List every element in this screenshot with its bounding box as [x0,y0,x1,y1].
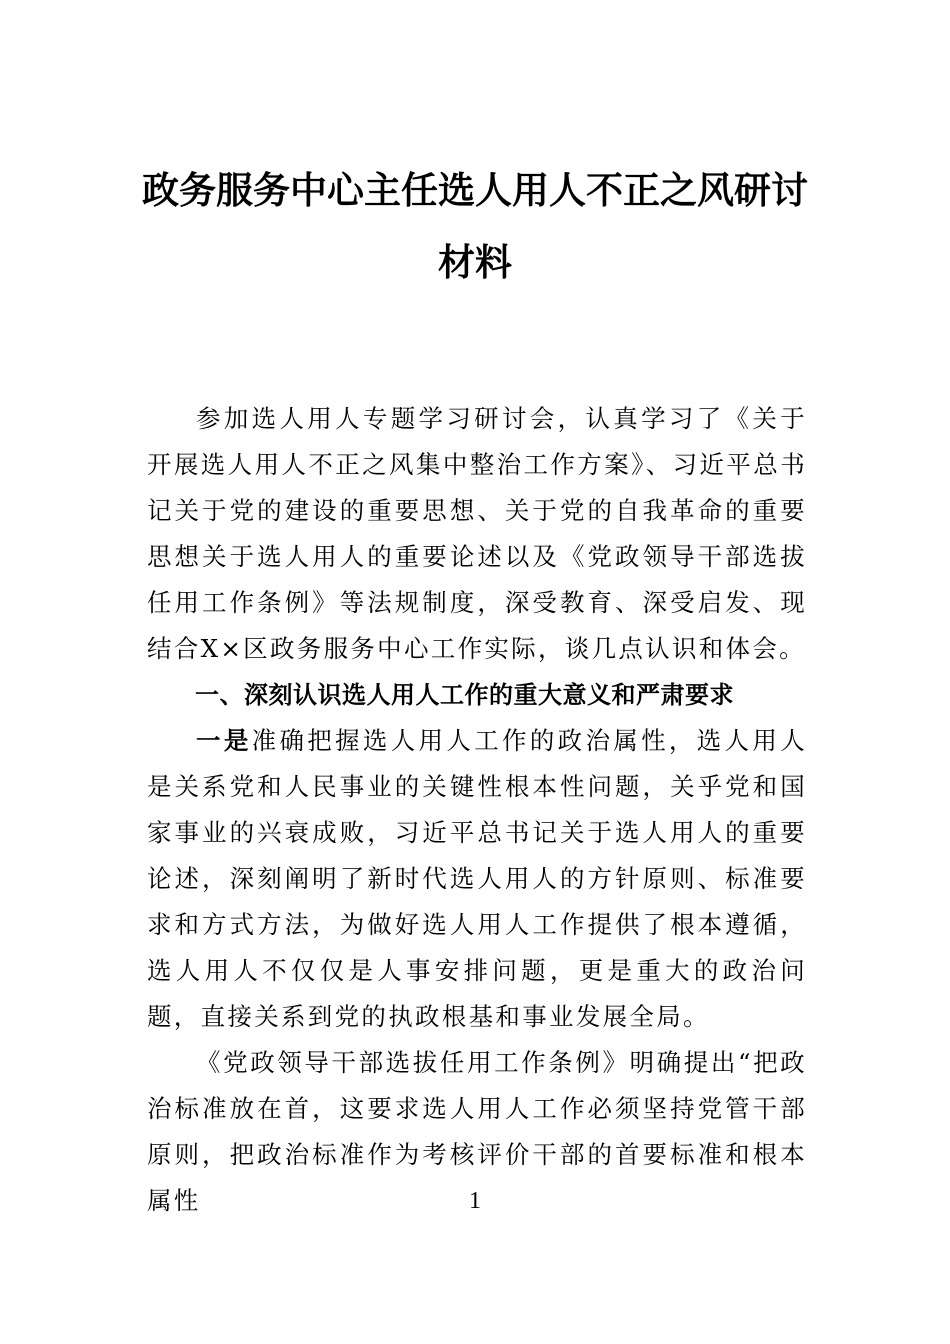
paragraph-text: 参加选人用人专题学习研讨会，认真学习了《关于开展选人用人不正之风集中整治工作方案》、习近平总书记关于党的建设的重要思想、关于党的自我革命的重要思想关于选人用人的重要论述以及《党政领导干部选拔任用工作条例》等法规制度，深受教育、深受启发、现结合X×区政务服务中心工作实际，谈几点认识和体会。 [147,404,807,663]
body-paragraph-point-one [147,718,807,1040]
document-title-line-1: 政务服务中心主任选人用人不正之风研讨 [142,168,808,212]
paragraph-lead: 一是 [196,726,252,755]
paragraph-text: 准确把握选人用人工作的政治属性，选人用人是关系党和人民事业的关键性根本性问题，关乎党和国家事业的兴衰成败，习近平总书记关于选人用人的重要论述，深刻阐明了新时代选人用人的方针原则、标准要求和方式方法，为做好选人用人工作提供了根本遵循，选人用人不仅仅是人事安排问题，更是重大的政治问题，直接关系到党的执政根基和事业发展全局。 [147,726,807,1031]
document-body [147,396,807,1224]
page-number: 1 [469,1188,481,1214]
section-heading: 一、深刻认识选人用人工作的重大意义和严肃要求 [195,681,734,709]
document-title-line-2: 材料 [438,240,512,284]
body-paragraph-intro [147,396,807,672]
paragraph-text: 《党政领导干部选拔任用工作条例》明确提出“把政治标准放在首，这要求选人用人工作必须坚持党管干部原则，把政治标准作为考核评价干部的首要标准和根本属性 [147,1048,807,1215]
